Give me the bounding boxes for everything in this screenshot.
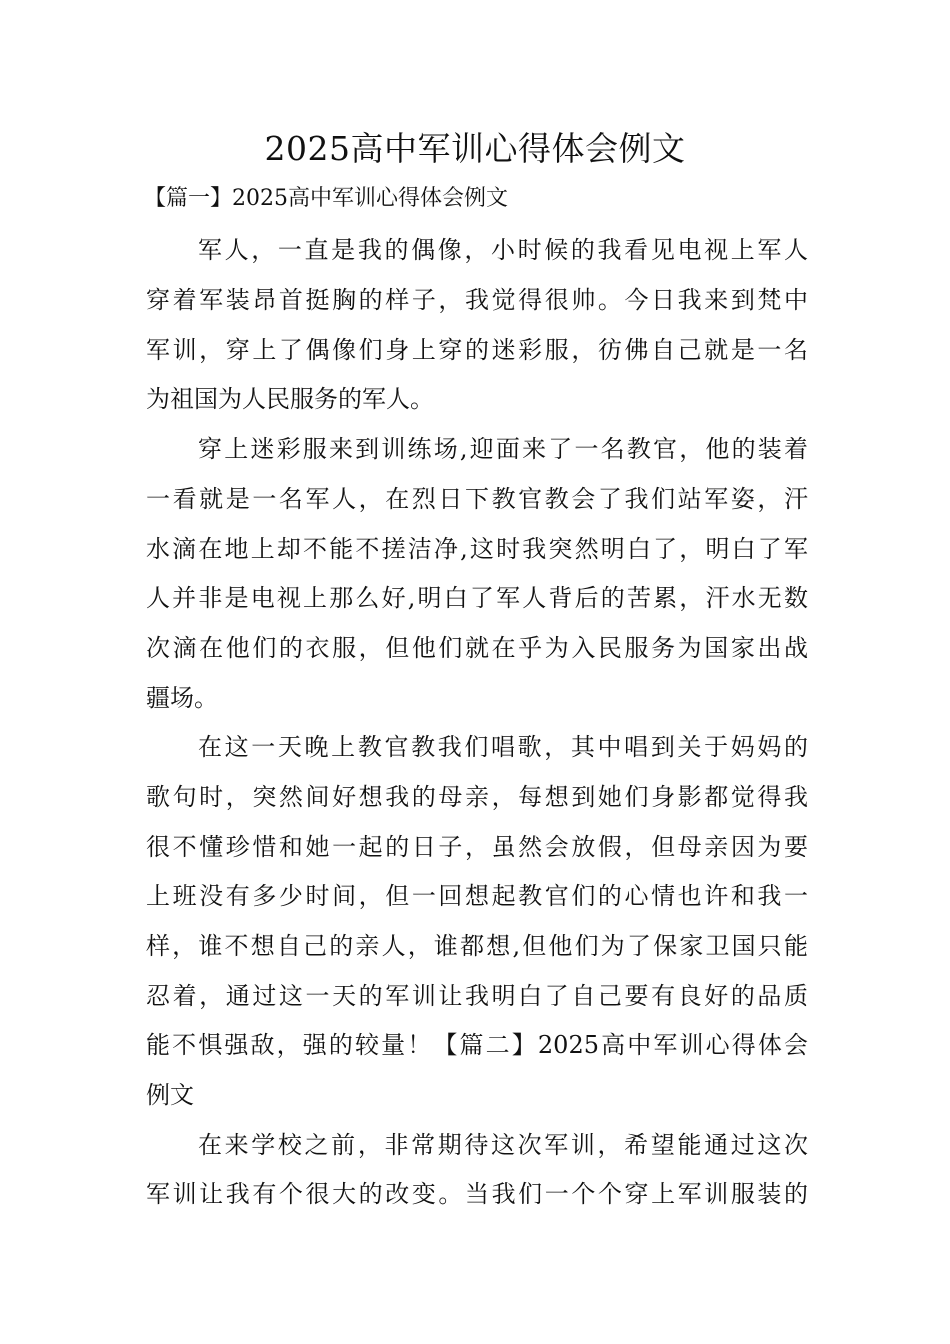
text-line: 一看就是一名军人，在烈日下教官教会了我们站军姿，汗 [146, 485, 808, 513]
text-line: 很不懂珍惜和她一起的日子，虽然会放假，但母亲因为要 [146, 833, 808, 861]
text-line: 水滴在地上却不能不搓洁净,这时我突然明白了，明白了军 [146, 535, 808, 563]
section-heading-1: 【篇一】2025高中军训心得体会例文 [144, 186, 508, 211]
text-line: 军训，穿上了偶像们身上穿的迷彩服，彷佛自己就是一名 [146, 336, 808, 364]
text-line: 在来学校之前，非常期待这次军训，希望能通过这次 [198, 1131, 808, 1159]
document-title: 2025高中军训心得体会例文 [264, 129, 686, 168]
text-line: 歌句时，突然间好想我的母亲，每想到她们身影都觉得我 [146, 783, 808, 811]
text-line: 次滴在他们的衣服，但他们就在乎为入民服务为国家出战 [146, 634, 808, 662]
text-line: 在这一天晚上教官教我们唱歌，其中唱到关于妈妈的 [198, 733, 808, 761]
text-line: 人并非是电视上那么好,明白了军人背后的苦累，汗水无数 [146, 584, 808, 612]
text-line: 为祖国为人民服务的军人。 [146, 385, 434, 413]
text-line: 忍着，通过这一天的军训让我明白了自己要有良好的品质 [146, 982, 808, 1010]
text-line: 例文 [146, 1081, 194, 1109]
text-line: 上班没有多少时间，但一回想起教官们的心情也许和我一 [146, 882, 808, 910]
text-line: 军人，一直是我的偶像，小时候的我看见电视上军人 [198, 236, 808, 264]
text-line: 样，谁不想自己的亲人，谁都想,但他们为了保家卫国只能 [146, 932, 808, 960]
text-line: 军训让我有个很大的改变。当我们一个个穿上军训服装的 [146, 1180, 808, 1208]
text-line: 疆场。 [146, 684, 218, 712]
text-line: 能不惧强敌，强的较量！【篇二】2025高中军训心得体会 [146, 1031, 808, 1059]
text-line: 穿着军装昂首挺胸的样子，我觉得很帅。今日我来到梵中 [146, 286, 808, 314]
text-line: 穿上迷彩服来到训练场,迎面来了一名教官，他的装着 [198, 435, 808, 463]
